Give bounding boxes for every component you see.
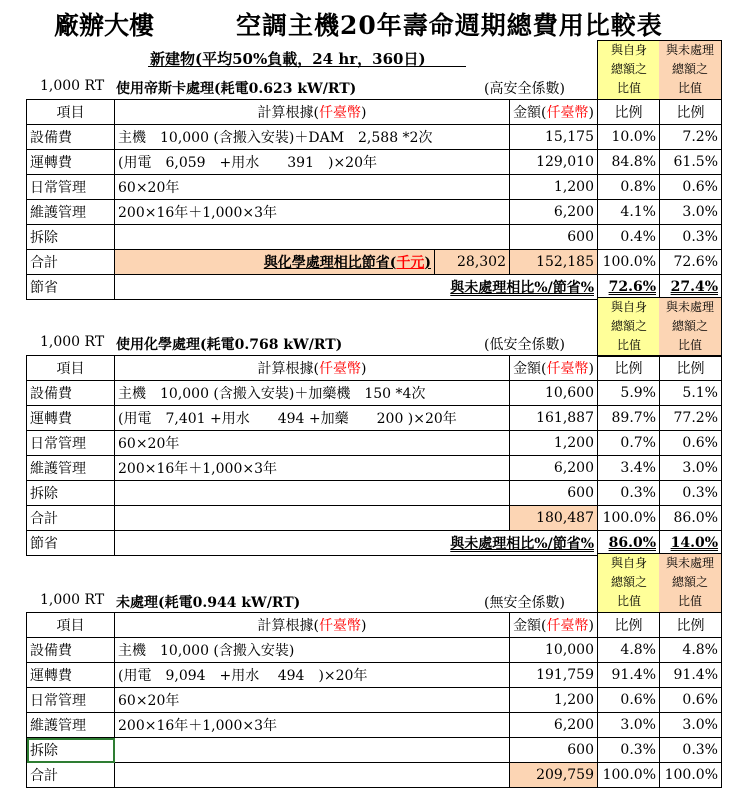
- row-amount[interactable]: 6,200: [510, 200, 598, 225]
- row-amount[interactable]: 161,887: [510, 406, 598, 431]
- ratio-header-untreated-line1: 與未處理: [665, 43, 714, 57]
- row-ratio-untreated[interactable]: 91.4%: [660, 663, 722, 688]
- row-item[interactable]: 日常管理: [27, 175, 115, 200]
- row-amount[interactable]: 1,200: [510, 688, 598, 713]
- table-title: 空調主機20年壽命週期總費用比較表: [236, 11, 663, 40]
- section3-rt: 1,000 RT: [40, 592, 105, 608]
- ratio-header-self-line2: 總額之: [610, 319, 647, 333]
- total-blank[interactable]: [115, 506, 510, 531]
- row-ratio-untreated[interactable]: 77.2%: [660, 406, 722, 431]
- row-basis[interactable]: 200×16年＋1,000×3年: [115, 200, 510, 225]
- header-item[interactable]: 項目: [27, 356, 115, 381]
- header-ratio-self[interactable]: 比例: [598, 356, 660, 381]
- header-ratio-untreated[interactable]: 比例: [660, 613, 722, 638]
- saving-vs-chemical-value[interactable]: 28,302: [435, 250, 510, 275]
- row-ratio-self[interactable]: 0.7%: [598, 431, 660, 456]
- total-amount[interactable]: 152,185: [510, 250, 598, 275]
- row-amount[interactable]: 6,200: [510, 713, 598, 738]
- ratio-header-untreated[interactable]: [659, 553, 722, 613]
- header-ratio-untreated[interactable]: 比例: [660, 100, 722, 125]
- header-basis-unit: 仟臺幣: [319, 618, 361, 634]
- saving-text-unit: 千元: [396, 255, 425, 271]
- table-row: [27, 381, 722, 406]
- table-row: [27, 225, 722, 250]
- row-basis[interactable]: (用電 7,401 +用水 494 +加藥 200 )×20年: [115, 406, 510, 431]
- total-ratio-self[interactable]: 100.0%: [598, 250, 660, 275]
- saving-text-a: 與化學處理相比節省(: [263, 255, 397, 271]
- ratio-header-self-line2: 總額之: [610, 62, 647, 76]
- row-amount[interactable]: 600: [510, 481, 598, 506]
- saving-text-b: ): [424, 255, 431, 271]
- ratio-header-self-line1: 與自身: [610, 300, 647, 314]
- ratio-header-self-line3: 比值: [616, 338, 641, 352]
- row-item[interactable]: 維護管理: [27, 713, 115, 738]
- header-amount-unit: 仟臺幣: [546, 361, 589, 377]
- row-item[interactable]: 拆除: [27, 225, 115, 250]
- ratio-header-untreated-line3: 比值: [677, 338, 702, 352]
- row-amount[interactable]: 1,200: [510, 431, 598, 456]
- section2-name: 使用化學處理(耗電0.768 kW/RT): [116, 337, 343, 353]
- row-item-selected-cell[interactable]: 拆除: [27, 738, 115, 763]
- header-basis-prefix: 計算根據(: [257, 105, 319, 121]
- table-row: [27, 200, 722, 225]
- table-row: [27, 481, 722, 506]
- header-amount-prefix: 金額(: [513, 618, 547, 634]
- saving-text-value: 與未處理相比%/節省%: [450, 280, 594, 296]
- table-row: [27, 406, 722, 431]
- row-item[interactable]: 日常管理: [27, 431, 115, 456]
- row-item[interactable]: 設備費: [27, 125, 115, 150]
- row-ratio-self[interactable]: 89.7%: [598, 406, 660, 431]
- row-ratio-self[interactable]: 0.3%: [598, 738, 660, 763]
- row-item[interactable]: 運轉費: [27, 150, 115, 175]
- ratio-header-self[interactable]: [597, 553, 661, 613]
- row-ratio-untreated[interactable]: 0.6%: [660, 431, 722, 456]
- section3-table: [26, 612, 722, 788]
- total-row: [27, 506, 722, 531]
- saving-ratio-untreated-value: 27.4%: [670, 279, 718, 295]
- row-basis[interactable]: 200×16年＋1,000×3年: [115, 456, 510, 481]
- row-ratio-untreated[interactable]: 0.3%: [660, 225, 722, 250]
- section2-table: [26, 355, 722, 556]
- row-basis[interactable]: 200×16年＋1,000×3年: [115, 713, 510, 738]
- row-item[interactable]: 運轉費: [27, 406, 115, 431]
- header-basis-suffix: ): [361, 618, 367, 634]
- section1-name: 使用帝斯卡處理(耗電0.623 kW/RT): [116, 81, 357, 97]
- row-ratio-untreated[interactable]: 4.8%: [660, 638, 722, 663]
- table-row: [27, 663, 722, 688]
- saving-vs-chemical-label[interactable]: [115, 250, 435, 275]
- header-basis-prefix: 計算根據(: [257, 361, 319, 377]
- saving-ratio-untreated[interactable]: [660, 275, 722, 300]
- header-ratio-self[interactable]: 比例: [598, 100, 660, 125]
- table-row: [27, 638, 722, 663]
- table-row: [27, 688, 722, 713]
- total-ratio-untreated[interactable]: 72.6%: [660, 250, 722, 275]
- saving-ratio-untreated[interactable]: [660, 531, 722, 556]
- row-ratio-untreated[interactable]: 3.0%: [660, 713, 722, 738]
- row-ratio-self[interactable]: 4.1%: [598, 200, 660, 225]
- section3-name: 未處理(耗電0.944 kW/RT): [116, 595, 301, 611]
- section1-rt: 1,000 RT: [40, 78, 105, 94]
- building-title: 廠辦大樓: [54, 11, 155, 40]
- header-ratio-self[interactable]: 比例: [598, 613, 660, 638]
- row-ratio-untreated[interactable]: 0.3%: [660, 738, 722, 763]
- total-label[interactable]: 合計: [27, 763, 115, 788]
- header-row: [27, 613, 722, 638]
- header-basis-suffix: ): [361, 105, 367, 121]
- header-row: [27, 100, 722, 125]
- ratio-header-self-line3: 比值: [616, 81, 641, 95]
- row-basis[interactable]: 60×20年: [115, 688, 510, 713]
- header-item[interactable]: 項目: [27, 100, 115, 125]
- row-basis[interactable]: [115, 738, 510, 763]
- row-ratio-untreated[interactable]: 61.5%: [660, 150, 722, 175]
- ratio-header-self[interactable]: [597, 297, 661, 357]
- ratio-header-untreated[interactable]: [659, 297, 722, 357]
- row-item[interactable]: 設備費: [27, 638, 115, 663]
- row-amount[interactable]: 10,600: [510, 381, 598, 406]
- row-item[interactable]: 運轉費: [27, 663, 115, 688]
- row-ratio-untreated[interactable]: 7.2%: [660, 125, 722, 150]
- saving-ratio-self[interactable]: [598, 275, 660, 300]
- row-basis[interactable]: 主機 10,000 (含搬入安裝): [115, 638, 510, 663]
- header-amount[interactable]: [510, 613, 598, 638]
- total-label[interactable]: 合計: [27, 250, 115, 275]
- header-row: [27, 356, 722, 381]
- table-row: [27, 456, 722, 481]
- header-item[interactable]: 項目: [27, 613, 115, 638]
- ratio-header-untreated-line2: 總額之: [671, 319, 708, 333]
- header-amount-prefix: 金額(: [513, 361, 547, 377]
- table-row: [27, 175, 722, 200]
- row-ratio-self[interactable]: 3.4%: [598, 456, 660, 481]
- row-basis[interactable]: 60×20年: [115, 431, 510, 456]
- table-row: [27, 431, 722, 456]
- header-amount-unit: 仟臺幣: [546, 105, 589, 121]
- ratio-header-self-line3: 比值: [616, 594, 641, 608]
- row-ratio-self[interactable]: 0.6%: [598, 688, 660, 713]
- saving-ratio-self[interactable]: [598, 531, 660, 556]
- section3-safety: (無安全係數): [484, 595, 565, 611]
- row-amount[interactable]: 600: [510, 738, 598, 763]
- section1-safety: (高安全係數): [484, 81, 565, 97]
- row-ratio-self[interactable]: 91.4%: [598, 663, 660, 688]
- row-amount[interactable]: 6,200: [510, 456, 598, 481]
- ratio-header-untreated-line1: 與未處理: [665, 556, 714, 570]
- row-amount[interactable]: 1,200: [510, 175, 598, 200]
- total-row: [27, 763, 722, 788]
- header-amount-suffix: ): [588, 618, 594, 634]
- row-basis[interactable]: 主機 10,000 (含搬入安裝)＋DAM 2,588 *2次: [115, 125, 510, 150]
- ratio-header-untreated-line3: 比值: [677, 81, 702, 95]
- ratio-header-untreated-line2: 總額之: [671, 575, 708, 589]
- row-ratio-self[interactable]: 0.3%: [598, 481, 660, 506]
- row-basis[interactable]: [115, 481, 510, 506]
- saving-ratio-self-value: 86.0%: [608, 535, 656, 551]
- section1-table: [26, 99, 722, 300]
- total-ratio-untreated[interactable]: 100.0%: [660, 763, 722, 788]
- saving-ratio-untreated-value: 14.0%: [670, 535, 718, 551]
- saving-ratio-self-value: 72.6%: [608, 279, 656, 295]
- total-blank[interactable]: [115, 763, 510, 788]
- section2-rt: 1,000 RT: [40, 334, 105, 350]
- row-basis[interactable]: (用電 6,059 +用水 391 )×20年: [115, 150, 510, 175]
- table-row: [27, 738, 722, 763]
- section2-safety: (低安全係數): [484, 337, 565, 353]
- total-amount[interactable]: 209,759: [510, 763, 598, 788]
- saving-label[interactable]: 節省: [27, 275, 115, 300]
- row-ratio-untreated[interactable]: 0.3%: [660, 481, 722, 506]
- row-ratio-self[interactable]: 5.9%: [598, 381, 660, 406]
- saving-text-value: 與未處理相比%/節省%: [450, 536, 594, 552]
- row-ratio-self[interactable]: 0.8%: [598, 175, 660, 200]
- row-ratio-untreated[interactable]: 5.1%: [660, 381, 722, 406]
- row-item[interactable]: 維護管理: [27, 456, 115, 481]
- saving-label[interactable]: 節省: [27, 531, 115, 556]
- row-basis[interactable]: (用電 9,094 +用水 494 )×20年: [115, 663, 510, 688]
- header-basis[interactable]: [115, 356, 510, 381]
- row-ratio-self[interactable]: 3.0%: [598, 713, 660, 738]
- total-ratio-self[interactable]: 100.0%: [598, 763, 660, 788]
- total-label[interactable]: 合計: [27, 506, 115, 531]
- header-basis-suffix: ): [361, 361, 367, 377]
- sheet-title: [0, 4, 746, 40]
- row-ratio-untreated[interactable]: 3.0%: [660, 456, 722, 481]
- table-row: [27, 713, 722, 738]
- ratio-header-self-line2: 總額之: [610, 575, 647, 589]
- ratio-header-self[interactable]: [597, 40, 661, 100]
- header-basis[interactable]: [115, 100, 510, 125]
- total-row: [27, 250, 722, 275]
- row-amount[interactable]: 600: [510, 225, 598, 250]
- header-basis-prefix: 計算根據(: [257, 618, 319, 634]
- row-basis[interactable]: 60×20年: [115, 175, 510, 200]
- header-amount-prefix: 金額(: [513, 105, 547, 121]
- ratio-header-self-line1: 與自身: [610, 556, 647, 570]
- row-amount[interactable]: 129,010: [510, 150, 598, 175]
- header-amount-suffix: ): [588, 105, 594, 121]
- ratio-header-untreated-line1: 與未處理: [665, 300, 714, 314]
- header-basis-unit: 仟臺幣: [319, 361, 361, 377]
- row-basis[interactable]: [115, 225, 510, 250]
- row-item[interactable]: 設備費: [27, 381, 115, 406]
- row-amount[interactable]: 15,175: [510, 125, 598, 150]
- saving-text[interactable]: [115, 531, 598, 556]
- header-amount-suffix: ): [588, 361, 594, 377]
- ratio-header-untreated-line3: 比值: [677, 594, 702, 608]
- row-ratio-self[interactable]: 84.8%: [598, 150, 660, 175]
- table-row: [27, 125, 722, 150]
- total-ratio-self[interactable]: 100.0%: [598, 506, 660, 531]
- row-item[interactable]: 日常管理: [27, 688, 115, 713]
- saving-row: [27, 531, 722, 556]
- header-basis[interactable]: [115, 613, 510, 638]
- row-ratio-self[interactable]: 10.0%: [598, 125, 660, 150]
- row-ratio-untreated[interactable]: 0.6%: [660, 688, 722, 713]
- ratio-header-untreated-line2: 總額之: [671, 62, 708, 76]
- ratio-header-untreated[interactable]: [659, 40, 722, 100]
- header-basis-unit: 仟臺幣: [319, 105, 361, 121]
- row-amount[interactable]: 191,759: [510, 663, 598, 688]
- total-ratio-untreated[interactable]: 86.0%: [660, 506, 722, 531]
- saving-text[interactable]: [115, 275, 598, 300]
- row-item[interactable]: 拆除: [27, 481, 115, 506]
- header-amount[interactable]: [510, 100, 598, 125]
- row-ratio-untreated[interactable]: 3.0%: [660, 200, 722, 225]
- subtitle: 新建物(平均50%負載，24 hr，360日): [150, 50, 426, 68]
- row-ratio-self[interactable]: 4.8%: [598, 638, 660, 663]
- row-item[interactable]: 維護管理: [27, 200, 115, 225]
- table-row: [27, 150, 722, 175]
- row-ratio-untreated[interactable]: 0.6%: [660, 175, 722, 200]
- subtitle-underline: [148, 66, 466, 67]
- header-amount-unit: 仟臺幣: [546, 618, 589, 634]
- ratio-header-self-line1: 與自身: [610, 43, 647, 57]
- row-ratio-self[interactable]: 0.4%: [598, 225, 660, 250]
- header-amount[interactable]: [510, 356, 598, 381]
- row-amount[interactable]: 10,000: [510, 638, 598, 663]
- total-amount[interactable]: 180,487: [510, 506, 598, 531]
- saving-row: [27, 275, 722, 300]
- header-ratio-untreated[interactable]: 比例: [660, 356, 722, 381]
- row-basis[interactable]: 主機 10,000 (含搬入安裝)＋加藥機 150 *4次: [115, 381, 510, 406]
